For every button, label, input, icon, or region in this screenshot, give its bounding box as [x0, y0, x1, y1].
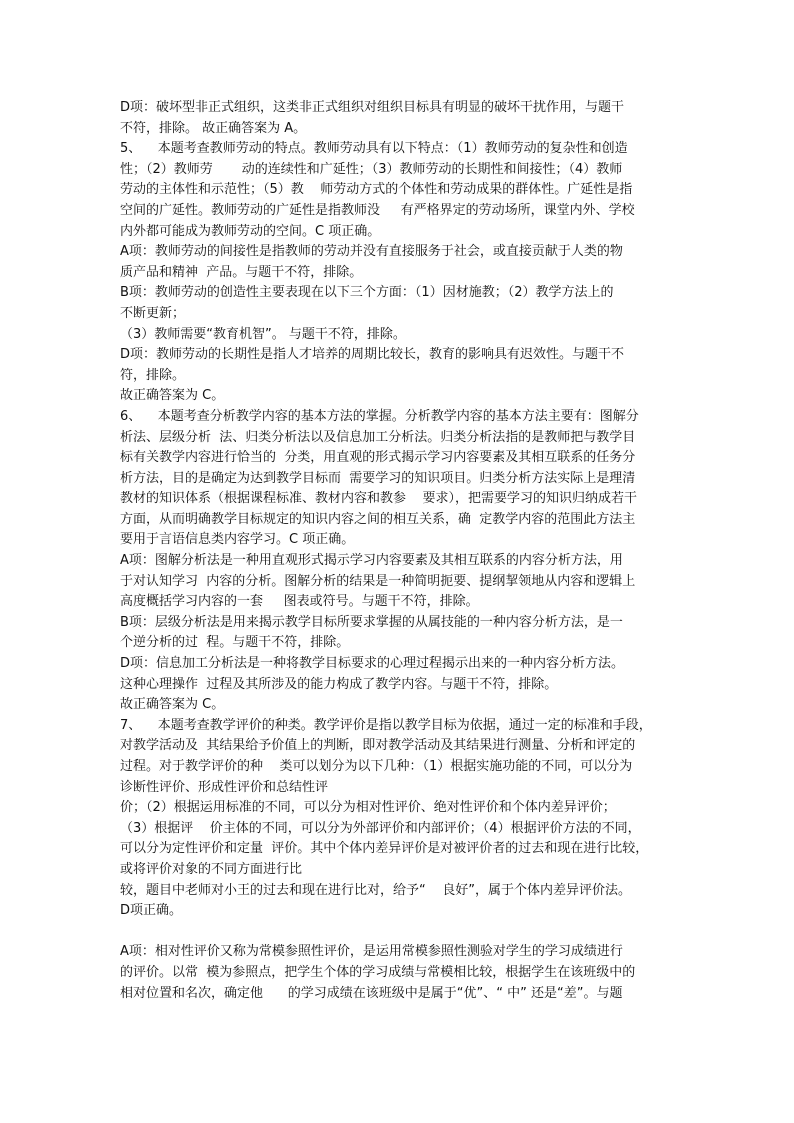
- blank-line: [120, 922, 680, 943]
- text-line: 可以分为定性评价和定量 评价。其中个体内差异评价是对被评价者的过去和现在进行比较，: [120, 841, 649, 857]
- text-line: D项：信息加工分析法是一种将教学目标要求的心理过程揭示出来的一种内容分析方法。: [120, 656, 625, 672]
- text-line: 内外都可能成为教师劳动的空间。C 项正确。: [120, 223, 381, 239]
- text-line: A项：图解分析法是一种用直观形式揭示学习内容要素及其相互联系的内容分析方法，用: [120, 553, 623, 569]
- text-line: 较，题目中老师对小王的过去和现在进行比对，给予“ 良好”，属于个体内差异评价法。: [120, 882, 631, 898]
- text-line: 于对认知学习 内容的分析。图解分析的结果是一种简明扼要、提纲挈领地从内容和逻辑上: [120, 573, 636, 589]
- text-line: A项：教师劳动的间接性是指教师的劳动并没有直接服务于社会，或直接贡献于人类的物: [120, 244, 623, 260]
- text-line: 不断更新；: [120, 305, 186, 321]
- text-line: 质产品和精神 产品。与题干不符，排除。: [120, 264, 363, 280]
- text-line: （3）根据评 价主体的不同，可以分为外部评价和内部评价；（4）根据评价方法的不同，: [120, 820, 641, 836]
- text-line: 空间的广延性。教师劳动的广延性是指教师没 有严格界定的劳动场所，课堂内外、学校: [120, 202, 635, 218]
- text-line: 相对位置和名次，确定他 的学习成绩在该班级中是属于“优”、“ 中” 还是“差”。与题: [120, 985, 623, 1001]
- text-line: 要用于言语信息类内容学习。C 项正确。: [120, 532, 355, 548]
- text-line: 7、 本题考查教学评价的种类。教学评价是指以教学目标为依据，通过一定的标准和手段，: [120, 717, 652, 733]
- text-line: D项：破坏型非正式组织，这类非正式组织对组织目标具有明显的破坏干扰作用，与题干: [120, 100, 625, 115]
- text-line: 这种心理操作 过程及其所涉及的能力构成了教学内容。与题干不符，排除。: [120, 676, 558, 692]
- text-line: 不符，排除。 故正确答案为 A。: [120, 120, 307, 136]
- text-line: 性；（2）教师劳 动的连续性和广延性；（3）教师劳动的长期性和间接性；（4）教师: [120, 161, 623, 177]
- text-line: 个逆分析的过 程。与题干不符，排除。: [120, 635, 350, 651]
- text-line: A项：相对性评价又称为常模参照性评价，是运用常模参照性测验对学生的学习成绩进行: [120, 944, 623, 960]
- text-line: 符，排除。: [120, 367, 186, 383]
- document-page: [120, 98, 680, 1004]
- text-line: 对教学活动及 其结果给予价值上的判断，即对教学活动及其结果进行测量、分析和评定的: [120, 738, 636, 754]
- text-line: 高度概括学习内容的一套 图表或符号。与题干不符，排除。: [120, 594, 479, 610]
- text-line: （3）教师需要“教育机智”。 与题干不符，排除。: [120, 326, 406, 342]
- text-line: 5、 本题考查教师劳动的特点。教师劳动具有以下特点：（1）教师劳动的复杂性和创造: [120, 141, 628, 157]
- text-line: 析方法，目的是确定为达到教学目标而 需要学习的知识项目。归类分析方法实际上是理清: [120, 470, 636, 486]
- text-line: D项正确。: [120, 903, 183, 919]
- text-line: 故正确答案为 C。: [120, 697, 225, 713]
- text-line: B项：层级分析法是用来揭示教学目标所要求掌握的从属技能的一种内容分析方法，是一: [120, 614, 623, 630]
- text-line: 劳动的主体性和示范性；（5）教 师劳动方式的个体性和劳动成果的群体性。广延性是指: [120, 182, 633, 198]
- text-line: 标有关教学内容进行恰当的 分类，用直观的形式揭示学习内容要素及其相互联系的任务分: [120, 450, 636, 466]
- text-line: 析法、层级分析 法、归类分析法以及信息加工分析法。归类分析法指的是教师把与教学目: [120, 429, 636, 445]
- text-line: B项：教师劳动的创造性主要表现在以下三个方面：（1）因材施教；（2）教学方法上的: [120, 285, 614, 301]
- text-line: 教材的知识体系（根据课程标准、教材内容和教参 要求），把需要学习的知识归纳成若干: [120, 491, 638, 507]
- text-line: 6、 本题考查分析教学内容的基本方法的掌握。分析教学内容的基本方法主要有：图解分: [120, 408, 639, 424]
- text-line: 价；（2）根据运用标准的不同，可以分为相对性评价、绝对性评价和个体内差异评价；: [120, 800, 616, 816]
- text-line: 过程。对于教学评价的种 类可以划分为以下几种：（1）根据实施功能的不同，可以分为: [120, 759, 633, 774]
- text-line: 故正确答案为 C。: [120, 388, 225, 404]
- text-line: 或将评价对象的不同方面进行比: [120, 861, 303, 877]
- text-line: D项：教师劳动的长期性是指人才培养的周期比较长，教育的影响具有迟效性。与题干不: [120, 347, 625, 363]
- text-line: 诊断性评价、形成性评价和总结性评: [120, 779, 329, 795]
- text-line: 的评价。以常 模为参照点，把学生个体的学习成绩与常模相比较，根据学生在该班级中的: [120, 964, 636, 980]
- text-line: 方面，从而明确教学目标规定的知识内容之间的相互关系，确 定教学内容的范围此方法主: [120, 511, 636, 527]
